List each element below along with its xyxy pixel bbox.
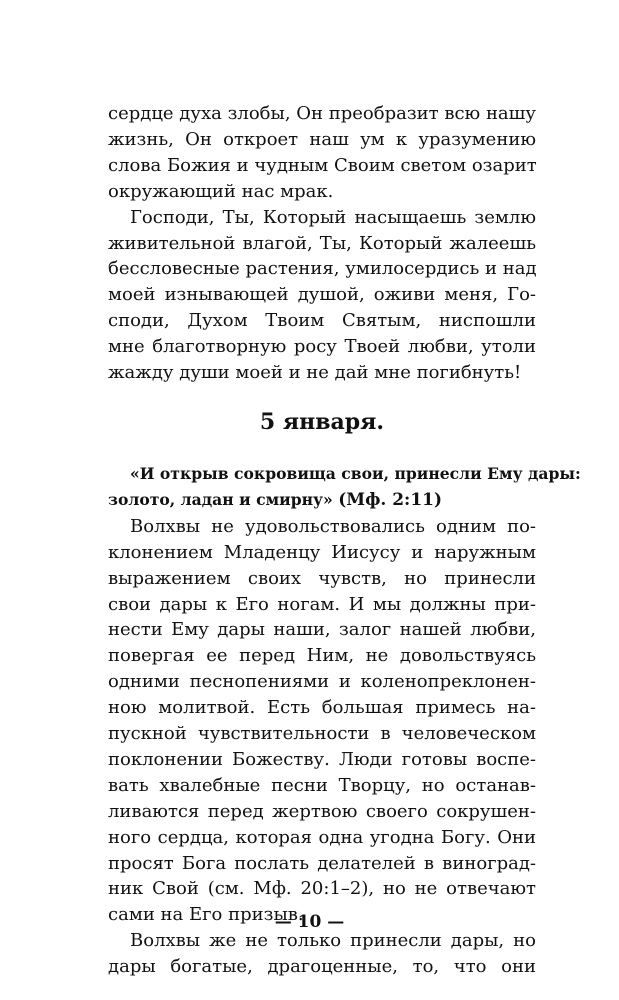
page-number: — 10 — — [274, 912, 345, 932]
epigraph-line — [108, 487, 536, 514]
text-line: живительной влагой, Ты, Который жалеешь — [108, 232, 536, 254]
text-line: нести Ему дары наши, залог нашей любви, — [108, 619, 536, 641]
body-paragraph — [108, 514, 536, 929]
prayer-paragraph — [108, 205, 536, 386]
text-line: слова Божия и чудным Своим светом озарит — [108, 154, 537, 176]
text-line: жажду души моей и не дай мне погибнуть! — [108, 362, 522, 384]
text-line: споди, Духом Твоим Святым, ниспошли — [108, 310, 536, 332]
text-line: сердце духа злобы, Он преобразит всю нашу — [108, 103, 536, 124]
text-line: моей изнывающей душой, оживи меня, Го- — [108, 284, 536, 306]
text-line: повергая ее перед Ним, не довольствуясь — [108, 645, 536, 667]
text-line: просят Бога послать делателей в виноград- — [108, 852, 536, 874]
text-line: бессловесные растения, умилосердись и над — [108, 258, 537, 280]
text-line: клонением Младенцу Иисусу и наружным — [108, 541, 536, 563]
text-line: пускной чувствительности в человеческом — [108, 723, 536, 745]
text-line: ливаются перед жертвою своего сокрушен- — [108, 800, 536, 822]
text-line: сами на Его призыв. — [108, 904, 304, 926]
text-line: свои дары к Его ногам. И мы должны при- — [108, 593, 536, 615]
date-heading: 5 января. — [259, 408, 385, 435]
epigraph-quote: золото, ладан и смирну» — [108, 489, 333, 509]
scripture-reference: (Мф. 2:11) — [338, 489, 443, 510]
text-line: жизнь, Он откроет наш ум к уразумению — [108, 128, 536, 150]
text-line: ною молитвой. Есть большая примесь на- — [108, 697, 536, 719]
text-line: одними песнопениями и коленопреклонен- — [108, 671, 536, 693]
text-line: вать хвалебные песни Творцу, но останав- — [108, 774, 536, 796]
paragraph-continuation — [108, 101, 536, 205]
body-paragraph — [108, 928, 536, 980]
text-line: ного сердца, которая одна угодна Богу. Они — [108, 826, 536, 848]
text-line: дары богатые, драгоценные, то, что они — [108, 956, 536, 978]
text-line: Господи, Ты, Который насыщаешь землю — [130, 206, 536, 228]
text-line: выражением своих чувств, но принесли — [108, 567, 536, 589]
text-line: Волхвы же не только принесли дары, но — [130, 930, 536, 952]
text-line: Волхвы не удовольствовались одним по- — [130, 515, 536, 537]
text-line: ник Свой (см. Мф. 20:1–2), но не отвечают — [108, 878, 536, 900]
text-line: поклонении Божеству. Люди готовы воспе- — [108, 748, 536, 770]
scripture-epigraph — [108, 461, 581, 514]
epigraph-line: «И открыв сокровища свои, принесли Ему дары: — [130, 463, 581, 483]
text-line: окружающий нас мрак. — [108, 180, 334, 202]
text-line: мне благотворную росу Твоей любви, утоли — [108, 336, 536, 358]
page-content — [108, 101, 581, 980]
